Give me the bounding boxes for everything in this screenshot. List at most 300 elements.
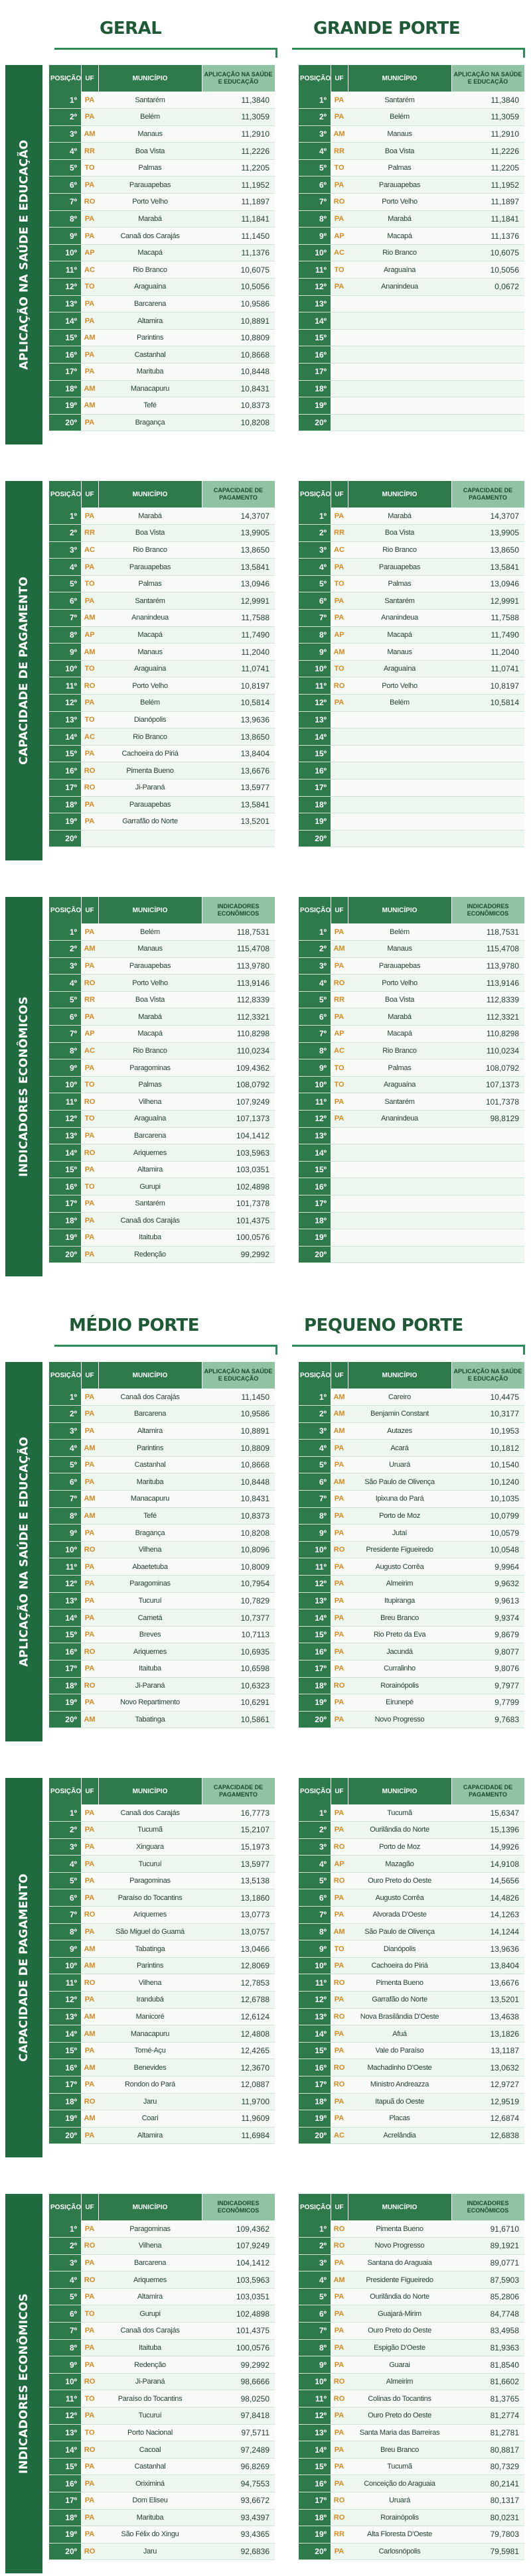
state-code — [331, 414, 348, 431]
header-position: POSIÇÃO — [49, 481, 81, 508]
indicator-value: 9,8076 — [451, 1661, 524, 1678]
municipality-name: Redenção — [98, 1246, 202, 1263]
rank-position: 11º — [49, 677, 81, 695]
municipality-name: Santarém — [348, 1093, 451, 1111]
table-row — [299, 541, 524, 559]
state-code: PA — [331, 1111, 348, 1128]
table-row — [299, 176, 524, 194]
rank-position: 4º — [49, 2271, 81, 2289]
rank-position: 9º — [299, 2356, 331, 2374]
municipality-name — [348, 780, 451, 797]
municipality-name: Santarém — [98, 592, 202, 610]
indicator-value: 10,6323 — [202, 1677, 275, 1694]
municipality-name: Pimenta Bueno — [348, 1974, 451, 1992]
table-row — [49, 1406, 275, 1423]
table-row — [49, 975, 275, 992]
table-row — [49, 677, 275, 695]
municipality-name: Ananindeua — [348, 1111, 451, 1128]
state-code: PA — [81, 559, 98, 576]
table-header-row — [299, 2194, 524, 2220]
municipality-name: Rio Branco — [348, 1042, 451, 1059]
state-code: RO — [331, 1872, 348, 1889]
state-code: TO — [81, 1076, 98, 1093]
state-code: TO — [81, 711, 98, 728]
municipality-name: Porto de Moz — [348, 1507, 451, 1525]
indicator-value: 10,0548 — [451, 1541, 524, 1558]
ranking-table-grande-capacidade — [299, 481, 525, 847]
rank-position: 5º — [299, 1872, 331, 1889]
municipality-name — [348, 397, 451, 415]
rank-position: 1º — [299, 1389, 331, 1406]
indicator-value: 101,4375 — [202, 1212, 275, 1229]
state-code: PA — [81, 695, 98, 712]
indicator-value — [451, 1178, 524, 1195]
table-header-row — [299, 65, 524, 92]
table-row — [299, 1677, 524, 1694]
table-row — [299, 414, 524, 431]
rank-position: 2º — [49, 941, 81, 958]
municipality-name — [348, 1212, 451, 1229]
indicator-value: 10,1035 — [451, 1491, 524, 1508]
municipality-name: Araguaína — [348, 660, 451, 677]
state-code: PA — [331, 176, 348, 194]
indicator-value: 11,7490 — [451, 626, 524, 644]
municipality-name: Pimenta Bueno — [98, 762, 202, 780]
table-row — [49, 1026, 275, 1043]
rank-position: 13º — [49, 2424, 81, 2441]
table-row — [299, 1609, 524, 1627]
indicator-value: 99,2992 — [202, 1246, 275, 1263]
table-row — [299, 957, 524, 975]
municipality-name: Porto Velho — [348, 677, 451, 695]
indicator-value — [451, 295, 524, 312]
municipality-name: Ourilândia do Norte — [348, 2288, 451, 2305]
indicator-value: 96,8269 — [202, 2458, 275, 2475]
table-row — [49, 1389, 275, 1406]
table-row — [49, 1923, 275, 1940]
rank-position: 10º — [299, 660, 331, 677]
indicator-value: 11,0741 — [202, 660, 275, 677]
rank-position: 2º — [49, 109, 81, 126]
state-code: AM — [331, 2271, 348, 2289]
indicator-value: 11,1841 — [202, 210, 275, 228]
rank-position: 4º — [49, 143, 81, 160]
indicator-value: 10,5861 — [202, 1711, 275, 1728]
table-row — [49, 1957, 275, 1974]
state-code: AC — [331, 2127, 348, 2144]
municipality-name: Marabá — [98, 1008, 202, 1026]
table-header-row — [299, 1362, 524, 1389]
state-code: AM — [331, 644, 348, 661]
indicator-value: 11,2910 — [202, 125, 275, 143]
indicator-value: 10,6598 — [202, 1661, 275, 1678]
state-code: PA — [331, 1558, 348, 1576]
table-row — [49, 1558, 275, 1576]
municipality-name: Rorainópolis — [348, 1677, 451, 1694]
indicator-value: 110,0234 — [202, 1042, 275, 1059]
municipality-name: Dom Eliseu — [98, 2492, 202, 2510]
table-row — [49, 1677, 275, 1694]
state-code: TO — [81, 1111, 98, 1128]
state-code: RO — [331, 2492, 348, 2510]
indicator-value: 10,8373 — [202, 1507, 275, 1525]
rank-position: 17º — [49, 780, 81, 797]
state-code: RO — [331, 975, 348, 992]
indicator-value: 11,1952 — [451, 176, 524, 194]
state-code: RO — [81, 2093, 98, 2110]
municipality-name: Santarém — [98, 92, 202, 109]
rank-position: 11º — [49, 1558, 81, 1576]
indicator-value: 12,9727 — [451, 2076, 524, 2094]
municipality-name: Ananindeua — [348, 279, 451, 296]
state-code: PA — [81, 2492, 98, 2510]
table-row — [49, 2323, 275, 2340]
table-row — [49, 1940, 275, 1958]
municipality-name: Itaituba — [98, 1229, 202, 1247]
table-row — [49, 397, 275, 415]
table-row — [299, 125, 524, 143]
state-code: AM — [81, 2059, 98, 2076]
table-row — [49, 414, 275, 431]
indicator-value: 98,6666 — [202, 2373, 275, 2390]
table-row — [49, 813, 275, 831]
state-code: PA — [81, 176, 98, 194]
state-code: RO — [331, 2220, 348, 2238]
municipality-name: Tabatinga — [98, 1711, 202, 1728]
table-row — [299, 1440, 524, 1457]
indicator-value: 13,5138 — [202, 1872, 275, 1889]
indicator-value: 12,3670 — [202, 2059, 275, 2076]
rank-position: 1º — [299, 508, 331, 525]
rank-position: 3º — [299, 541, 331, 559]
rank-position: 19º — [49, 1694, 81, 1712]
table-row — [299, 780, 524, 797]
state-code: PA — [81, 2323, 98, 2340]
state-code: AM — [81, 1440, 98, 1457]
indicator-value: 100,0576 — [202, 2339, 275, 2356]
municipality-name: Santa Maria das Barreiras — [348, 2424, 451, 2441]
rank-position: 9º — [299, 1059, 331, 1077]
state-code: AM — [81, 1957, 98, 1974]
state-code: PA — [331, 2407, 348, 2425]
municipality-name: Rio Branco — [98, 261, 202, 279]
municipality-name: Breves — [98, 1626, 202, 1643]
state-code: PA — [81, 1592, 98, 1609]
state-code: TO — [331, 575, 348, 592]
indicator-value: 13,5841 — [451, 559, 524, 576]
indicator-value: 14,3707 — [202, 508, 275, 525]
municipality-name: Ouro Preto do Oeste — [348, 2323, 451, 2340]
rank-position: 7º — [299, 1907, 331, 1924]
municipality-name: Barcarena — [98, 295, 202, 312]
rank-position: 14º — [299, 2025, 331, 2043]
state-code: RO — [331, 2008, 348, 2025]
municipality-name: Marabá — [348, 1008, 451, 1026]
table-row — [299, 1592, 524, 1609]
municipality-name: Vale do Paraíso — [348, 2042, 451, 2059]
rank-position: 19º — [49, 397, 81, 415]
rank-position: 12º — [49, 1111, 81, 1128]
indicator-value: 104,1412 — [202, 1127, 275, 1144]
indicator-value: 118,7531 — [451, 923, 524, 941]
table-row — [49, 780, 275, 797]
table-row — [299, 2373, 524, 2390]
indicator-value: 10,8197 — [451, 677, 524, 695]
header-municipio: MUNICÍPIO — [348, 481, 451, 508]
indicator-value: 11,1450 — [202, 228, 275, 245]
rank-position: 16º — [299, 1643, 331, 1661]
rank-position: 13º — [299, 2008, 331, 2025]
state-code: PA — [81, 2339, 98, 2356]
indicator-value: 81,9363 — [451, 2339, 524, 2356]
rank-position: 5º — [49, 575, 81, 592]
municipality-name: Santana do Araguaia — [348, 2254, 451, 2271]
rank-position: 19º — [49, 2526, 81, 2543]
state-code: RO — [81, 1144, 98, 1162]
rank-position: 20º — [299, 414, 331, 431]
state-code: PA — [81, 2220, 98, 2238]
state-code — [331, 312, 348, 330]
indicator-value: 92,6836 — [202, 2543, 275, 2560]
state-code: PA — [81, 1161, 98, 1178]
rank-position: 13º — [49, 711, 81, 728]
rank-position: 16º — [49, 346, 81, 364]
section-divider-geral — [54, 48, 277, 50]
municipality-name: Guajará-Mirim — [348, 2305, 451, 2323]
state-code: PA — [81, 295, 98, 312]
state-code: PA — [331, 109, 348, 126]
municipality-name: Palmas — [348, 1059, 451, 1077]
municipality-name: Araguaína — [98, 279, 202, 296]
rank-position: 19º — [49, 2110, 81, 2128]
header-uf: UF — [331, 897, 348, 923]
state-code: TO — [81, 2390, 98, 2407]
state-code — [331, 780, 348, 797]
municipality-name — [98, 830, 202, 847]
indicator-value: 81,3765 — [451, 2390, 524, 2407]
table-row — [299, 1923, 524, 1940]
municipality-name: Tucumã — [98, 1822, 202, 1839]
rank-position: 6º — [299, 176, 331, 194]
table-row — [49, 957, 275, 975]
municipality-name: Palmas — [98, 1076, 202, 1093]
table-row — [299, 2220, 524, 2238]
indicator-value: 102,4898 — [202, 1178, 275, 1195]
municipality-name: Paraíso do Tocantins — [98, 1889, 202, 1907]
municipality-name: Pimenta Bueno — [348, 2220, 451, 2238]
rank-position: 14º — [49, 2025, 81, 2043]
rank-position: 8º — [49, 2339, 81, 2356]
state-code: PA — [81, 923, 98, 941]
indicator-value: 13,9636 — [202, 711, 275, 728]
municipality-name: Parintins — [98, 1957, 202, 1974]
rank-position: 4º — [299, 1856, 331, 1873]
state-code: RO — [81, 780, 98, 797]
state-code: PA — [81, 1008, 98, 1026]
municipality-name: Paraíso do Tocantins — [98, 2390, 202, 2407]
rank-position: 19º — [299, 1229, 331, 1247]
municipality-name: Itapuã do Oeste — [348, 2093, 451, 2110]
table-row — [299, 228, 524, 245]
rank-position: 2º — [49, 1822, 81, 1839]
table-header-row — [299, 1778, 524, 1804]
state-code: PA — [331, 1889, 348, 1907]
state-code: RR — [81, 525, 98, 542]
rank-position: 15º — [49, 329, 81, 346]
state-code: AM — [81, 2110, 98, 2128]
header-uf: UF — [81, 481, 98, 508]
section-title-medio-porte: MÉDIO PORTE — [69, 1316, 200, 1335]
state-code: PA — [81, 414, 98, 431]
rank-position: 19º — [299, 813, 331, 831]
state-code: RO — [331, 2390, 348, 2407]
municipality-name: Manacapuru — [98, 2025, 202, 2043]
municipality-name: Manaus — [348, 941, 451, 958]
state-code: AP — [331, 228, 348, 245]
indicator-value — [451, 312, 524, 330]
municipality-name: Altamira — [98, 1161, 202, 1178]
section-divider-pequeno-porte — [292, 1345, 524, 1347]
state-code: PA — [331, 592, 348, 610]
state-code: RO — [81, 2441, 98, 2459]
municipality-name: Canaã dos Carajás — [98, 228, 202, 245]
rank-position: 11º — [299, 1558, 331, 1576]
table-row — [299, 1111, 524, 1128]
indicator-value: 13,0946 — [451, 575, 524, 592]
state-code: PA — [81, 1694, 98, 1712]
municipality-name: Manaus — [348, 644, 451, 661]
table-row — [49, 125, 275, 143]
state-code: PA — [81, 1992, 98, 2009]
rank-position: 5º — [299, 575, 331, 592]
state-code: RO — [81, 2238, 98, 2255]
rank-position: 3º — [49, 125, 81, 143]
table-row — [49, 210, 275, 228]
header-municipio: MUNICÍPIO — [98, 897, 202, 923]
category-label-saude-educacao-2: APLICAÇÃO NA SAÚDE E EDUCAÇÃO — [5, 1362, 42, 1741]
ranking-table-medio-capacidade — [49, 1778, 275, 2144]
table-row — [49, 2059, 275, 2076]
table-row — [299, 626, 524, 644]
header-uf: UF — [81, 1778, 98, 1804]
state-code: PA — [81, 2127, 98, 2144]
municipality-name: Cachoeira do Piriá — [348, 1957, 451, 1974]
state-code — [331, 813, 348, 831]
rank-position: 20º — [299, 1246, 331, 1263]
municipality-name: Castanhal — [98, 2458, 202, 2475]
state-code: PA — [331, 1592, 348, 1609]
indicator-value: 16,7773 — [202, 1804, 275, 1822]
rank-position: 13º — [299, 1127, 331, 1144]
municipality-name: Careiro — [348, 1389, 451, 1406]
municipality-name: Irandubá — [98, 1992, 202, 2009]
header-municipio: MUNICÍPIO — [348, 897, 451, 923]
state-code: PA — [81, 1246, 98, 1263]
rank-position: 8º — [299, 2339, 331, 2356]
table-row — [299, 1059, 524, 1077]
table-row — [49, 2543, 275, 2560]
state-code: PA — [81, 957, 98, 975]
state-code: PA — [81, 228, 98, 245]
municipality-name: Boa Vista — [348, 143, 451, 160]
rank-position: 1º — [299, 92, 331, 109]
rank-position: 19º — [299, 2110, 331, 2128]
municipality-name: Santarém — [348, 592, 451, 610]
municipality-name: Belém — [98, 109, 202, 126]
indicator-value: 112,3321 — [451, 1008, 524, 1026]
rank-position: 2º — [49, 525, 81, 542]
state-code — [331, 1161, 348, 1178]
table-row — [299, 194, 524, 211]
municipality-name: Acará — [348, 1440, 451, 1457]
municipality-name: Paragominas — [98, 1576, 202, 1593]
state-code: PA — [81, 813, 98, 831]
rank-position: 18º — [49, 2093, 81, 2110]
municipality-name: Alvorada D'Oeste — [348, 1907, 451, 1924]
state-code: AC — [81, 728, 98, 746]
municipality-name: Parauapebas — [98, 559, 202, 576]
rank-position: 14º — [49, 2441, 81, 2459]
municipality-name: Altamira — [98, 2127, 202, 2144]
header-value: INDICADORES ECONÔMICOS — [202, 2194, 275, 2220]
state-code: AC — [331, 541, 348, 559]
rank-position: 6º — [49, 1473, 81, 1491]
section-title-grande-porte: GRANDE PORTE — [313, 19, 461, 38]
indicator-value: 110,8298 — [451, 1026, 524, 1043]
table-row — [49, 1838, 275, 1856]
indicator-value: 10,5814 — [451, 695, 524, 712]
indicator-value: 9,9613 — [451, 1592, 524, 1609]
indicator-value: 109,4362 — [202, 1059, 275, 1077]
indicator-value: 11,1450 — [202, 1389, 275, 1406]
rank-position: 12º — [49, 1992, 81, 2009]
rank-position: 5º — [299, 2288, 331, 2305]
indicator-value: 10,8668 — [202, 346, 275, 364]
rank-position: 18º — [299, 1212, 331, 1229]
municipality-name — [348, 1246, 451, 1263]
municipality-name — [348, 346, 451, 364]
state-code: PA — [331, 2110, 348, 2128]
table-row — [299, 2543, 524, 2560]
rank-position: 1º — [299, 2220, 331, 2238]
indicator-value: 14,4826 — [451, 1889, 524, 1907]
indicator-value: 12,6788 — [202, 1992, 275, 2009]
indicator-value: 10,8208 — [202, 1525, 275, 1542]
table-row — [49, 2339, 275, 2356]
indicator-value: 107,9249 — [202, 2238, 275, 2255]
indicator-value: 11,1897 — [451, 194, 524, 211]
indicator-value: 10,1812 — [451, 1440, 524, 1457]
table-row — [49, 244, 275, 261]
state-code: AM — [81, 125, 98, 143]
rank-position: 17º — [299, 780, 331, 797]
indicator-value: 115,4708 — [202, 941, 275, 958]
indicator-value — [451, 711, 524, 728]
rank-position: 5º — [49, 991, 81, 1008]
indicator-value: 11,2040 — [451, 644, 524, 661]
table-row — [49, 1525, 275, 1542]
table-row — [299, 2059, 524, 2076]
indicator-value: 13,6676 — [451, 1974, 524, 1992]
header-position: POSIÇÃO — [49, 1362, 81, 1389]
municipality-name: Barcarena — [98, 2254, 202, 2271]
municipality-name: Macapá — [98, 244, 202, 261]
rank-position: 12º — [49, 279, 81, 296]
state-code — [81, 830, 98, 847]
municipality-name: Coari — [98, 2110, 202, 2128]
state-code — [331, 346, 348, 364]
state-code: PA — [331, 1661, 348, 1678]
